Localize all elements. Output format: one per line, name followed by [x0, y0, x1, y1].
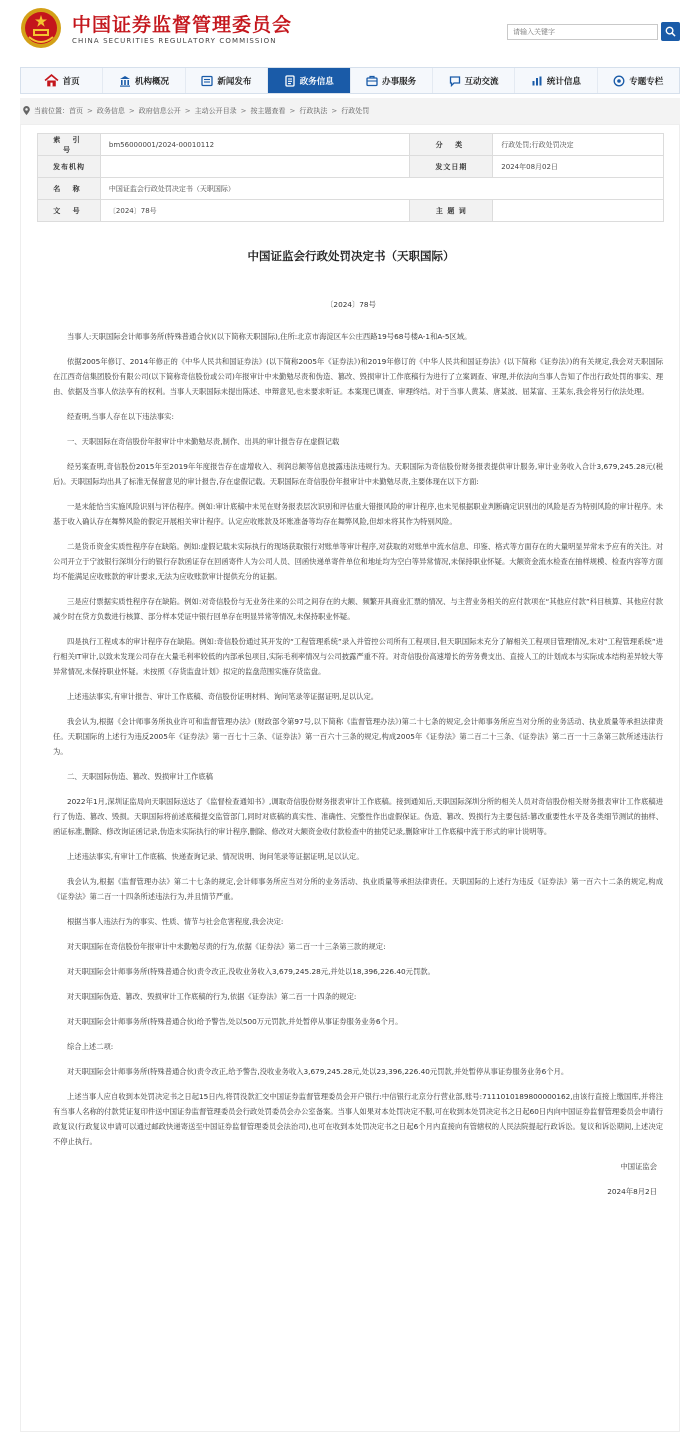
- paragraph: 上述违法事实,有审计报告、审计工作底稿、奇信股份证明材料、询问笔录等证据证明,足以认定。: [67, 692, 379, 701]
- nav-statistics[interactable]: [515, 68, 597, 93]
- nav-news-label: 新闻发布: [217, 76, 252, 87]
- nav-service[interactable]: [351, 68, 433, 93]
- paragraph: 我会认为,根据《监督管理办法》第二十七条的规定,会计师事务所应当对分所的业务活动、执业质量等承担法律责任。天职国际的上述行为违反《证券法》第一百六十二条的规定,构成《证券法》第二百一十四条所述违法行为,并且情节严重。: [53, 877, 663, 901]
- publisher-value: [100, 156, 410, 178]
- nav-government-info-label: 政务信息: [299, 76, 334, 87]
- nav-home[interactable]: [21, 68, 103, 93]
- paragraph: 我会认为,根据《会计师事务所执业许可和监督管理办法》(财政部令第97号,以下简称《监督管理办法》)第二十七条的规定,会计师事务所应当对分所的业务活动、执业质量等承担法律责任。天职国际的上述行为违反2005年《证券法》第一百七十三条、《证券法》第一百六十三条的规定,构成2005年《证券法》第二百二十三条、《证券法》第二百一十三条第三款所述违法行为。: [53, 717, 663, 756]
- name-label: 名 称: [38, 178, 101, 200]
- date-label: 发文日期: [410, 156, 493, 178]
- breadcrumb-government-info[interactable]: 政务信息: [96, 107, 125, 115]
- topic-icon: [613, 75, 625, 87]
- paragraph: 二是货币资金实质性程序存在缺陷。例如:虚假记载未实际执行的现场获取银行对账单等审计程序,对获取的对账单中流水信息、印鉴、格式等方面存在的大量明显异常未予应有的关注。对公司开立于宁波银行深圳分行的银行存款函证存在回函寄件人为公司人员、回函快递单寄件单位和地址均为空白等异常情况,未保持职业怀疑。大额资金流水检查在抽样规模、检查内容等方面均不能满足应收账款的审计要求,无法为应收账款审计提供充分的证据。: [53, 542, 663, 581]
- signature: 中国证监会: [620, 1162, 657, 1171]
- paragraph: 根据当事人违法行为的事实、性质、情节与社会危害程度,我会决定:: [67, 917, 284, 926]
- nav-topic[interactable]: [598, 68, 679, 93]
- location-icon: [22, 106, 31, 116]
- service-icon: [366, 75, 378, 87]
- main-content: [20, 124, 680, 1432]
- main-nav: [20, 67, 680, 94]
- docno-label: 文 号: [38, 200, 101, 222]
- breadcrumb-enforcement[interactable]: 行政执法: [299, 107, 328, 115]
- home-icon: [44, 74, 59, 87]
- search-icon: [665, 26, 676, 37]
- breadcrumb-active-catalog[interactable]: 主动公开目录: [194, 107, 237, 115]
- search-input[interactable]: [507, 24, 658, 40]
- paragraph: 对天职国际会计师事务所(特殊普通合伙)给予警告,处以500万元罚款,并处暂停从事证券服务业务6个月。: [67, 1017, 403, 1026]
- category-label: 分 类: [410, 134, 493, 156]
- paragraph: 四是执行工程成本的审计程序存在缺陷。例如:奇信股份通过其开发的“工程管理系统”录入并管控公司所有工程项目,但天职国际未充分了解相关工程项目管理情况,未对“工程管理系统”进行相关IT审计,以致未发现公司存在大量毛利率较低的内部承包项目,实际毛利率情况与公司披露严重不符。对奇信股份高速增长的劳务费支出、直接人工的计划成本与实际成本结构差异较大等异常情况,未保持职业怀疑。未按照《存货监盘计划》拟定的监盘范围实施存货监盘。: [53, 637, 663, 676]
- paragraph: 2022年1月,深圳证监局向天职国际送达了《监督检查通知书》,调取奇信股份财务报表审计工作底稿。接到通知后,天职国际深圳分所的相关人员对奇信股份相关财务报表审计工作底稿进行了伪造、篡改、毁损。天职国际将前述底稿提交监管部门,同时对底稿的真实性、准确性、完整性作出虚假保证。伪造、篡改、毁损行为主要包括:篡改重要性水平及各类细节测试的抽样、函证标准,删除、修改询证函记录,伪造未实际执行的审计程序,删除、修改对大额资金收付款检查中的抽凭记录,删除审计工作底稿中流于形式的审计说明等。: [53, 797, 663, 836]
- search-button[interactable]: [661, 22, 680, 41]
- breadcrumb-separator: >: [331, 107, 338, 115]
- breadcrumb-prefix: 当前位置：: [34, 107, 69, 115]
- paragraph: 三是应付票据实质性程序存在缺陷。例如:对奇信股份与无业务往来的公司之间存在的大额、频繁开具商业汇票的情况、与主营业务相关的应付款项在“其他应付款”科目核算、其他应付款减少时在贷方负数进行核算、部分样本凭证中银行回单存在明显异常等情况,未保持职业怀疑。: [53, 597, 663, 621]
- index-label: 索 引 号: [38, 134, 101, 156]
- paragraph: 对天职国际在奇信股份年报审计中未勤勉尽责的行为,依据《证券法》第二百一十三条第三款的规定:: [67, 942, 386, 951]
- nav-institution-label: 机构概况: [135, 76, 170, 87]
- nav-interaction-label: 互动交流: [464, 76, 499, 87]
- breadcrumb: [20, 98, 680, 124]
- institution-icon: [119, 75, 131, 87]
- section-heading: 二、天职国际伪造、篡改、毁损审计工作底稿: [67, 772, 213, 781]
- breadcrumb-by-topic[interactable]: 按主题查看: [250, 107, 286, 115]
- nav-topic-label: 专题专栏: [629, 76, 664, 87]
- breadcrumb-disclosure[interactable]: 政府信息公开: [138, 107, 181, 115]
- breadcrumb-separator: >: [184, 107, 191, 115]
- paragraph: 对天职国际会计师事务所(特殊普通合伙)责令改正,没收业务收入3,679,245.28元,并处以18,396,226.40元罚款。: [67, 967, 435, 976]
- paragraph: 对天职国际伪造、篡改、毁损审计工作底稿的行为,依据《证券法》第二百一十四条的规定:: [67, 992, 357, 1001]
- keywords-value: [493, 200, 664, 222]
- index-value: bm56000001/2024-00010112: [100, 134, 410, 156]
- document-number: 〔2024〕78号: [326, 300, 376, 309]
- paragraph: 上述违法事实,有审计工作底稿、快递查询记录、情况说明、询问笔录等证据证明,足以认定。: [67, 852, 364, 861]
- paragraph: 对天职国际会计师事务所(特殊普通合伙)责令改正,给予警告,没收业务收入3,679,245.28元,处以23,396,226.40元罚款,并处暂停从事证券服务业务6个月。: [67, 1067, 569, 1076]
- keywords-label: 主 题 词: [410, 200, 493, 222]
- site-subtitle: CHINA SECURITIES REGULATORY COMMISSION: [72, 37, 277, 45]
- document-meta-table: [37, 133, 664, 222]
- news-icon: [201, 75, 213, 87]
- breadcrumb-home[interactable]: 首页: [69, 107, 83, 115]
- section-heading: 一、天职国际在奇信股份年报审计中未勤勉尽责,制作、出具的审计报告存在虚假记载: [67, 437, 340, 446]
- nav-home-label: 首页: [62, 76, 80, 87]
- paragraph: 经另案查明,奇信股份2015年至2019年年度报告存在虚增收入、利润总额等信息披露违法违规行为。天职国际为奇信股份财务报表提供审计服务,审计业务收入合计3,679,245.28元(税后)。天职国际均出具了标准无保留意见的审计报告,存在虚假记载。天职国际在奇信股份年报审计中未勤勉尽责,主要体现在以下方面:: [53, 462, 663, 486]
- paragraph: 当事人:天职国际会计师事务所(特殊普通合伙)(以下简称天职国际),住所:北京市海淀区车公庄西路19号68号楼A-1和A-5区域。: [67, 332, 472, 341]
- nav-news[interactable]: [186, 68, 268, 93]
- nav-service-label: 办事服务: [382, 76, 417, 87]
- site-header: [0, 0, 700, 62]
- breadcrumb-separator: >: [240, 107, 247, 115]
- name-value: 中国证监会行政处罚决定书（天职国际）: [100, 178, 663, 200]
- breadcrumb-separator: >: [289, 107, 296, 115]
- sign-date: 2024年8月2日: [607, 1187, 657, 1196]
- document-body: [53, 329, 663, 1209]
- nav-statistics-label: 统计信息: [546, 76, 581, 87]
- breadcrumb-separator: >: [128, 107, 135, 115]
- paragraph: 依据2005年修订、2014年修正的《中华人民共和国证券法》(以下简称2005年《证券法》)和2019年修订的《中华人民共和国证券法》(以下简称《证券法》)的有关规定,我会对天职国际在江西奇信集团股份有限公司(以下简称奇信股份或公司)年报审计中未勤勉尽责和伪造、篡改、毁损审计工作底稿行为进行了立案调查、审理,并依法向当事人告知了作出行政处罚的事实、理由、依据及当事人依法享有的权利。当事人天职国际未提出陈述、申辩意见,也未要求听证。本案现已调查、审理终结。对于当事人黄某、唐某波、屈某富、王某东,我会将另行依法处理。: [53, 357, 663, 396]
- category-value: 行政处罚;行政处罚决定: [493, 134, 664, 156]
- paragraph: 经查明,当事人存在以下违法事实:: [67, 412, 174, 421]
- docno-value: 〔2024〕78号: [100, 200, 410, 222]
- breadcrumb-penalty[interactable]: 行政处罚: [341, 107, 370, 115]
- paragraph: 一是未能恰当实施风险识别与评估程序。例如:审计底稿中未见在财务报表层次识别和评估重大错报风险的审计程序,也未见根据职业判断确定识别出的风险是否为特别风险的审计程序。未基于收入确认存在舞弊风险的假定开展相关审计程序。认定应收账款及坏账准备等均存在舞弊风险,但却未将其作为特别风险。: [53, 502, 663, 526]
- paragraph: 综合上述二项:: [67, 1042, 114, 1051]
- national-emblem-icon: [20, 7, 62, 49]
- government-info-icon: [284, 75, 296, 87]
- document-title: 中国证监会行政处罚决定书（天职国际）: [247, 249, 455, 263]
- nav-government-info[interactable]: [268, 68, 350, 93]
- breadcrumb-separator: >: [87, 107, 93, 115]
- nav-institution[interactable]: [103, 68, 185, 93]
- date-value: 2024年08月02日: [493, 156, 664, 178]
- chat-icon: [449, 75, 461, 87]
- publisher-label: 发布机构: [38, 156, 101, 178]
- paragraph: 上述当事人应自收到本处罚决定书之日起15日内,将罚没款汇交中国证券监督管理委员会开户银行:中信银行北京分行营业部,账号:7111010189800000162,由该行直接上缴国库,并将注有当事人名称的付款凭证复印件送中国证券监督管理委员会行政处罚委员会办公室备案。当事人如果对本处罚决定不服,可在收到本处罚决定书之日起60日内向中国证券监督管理委员会申请行政复议(行政复议申请可以通过邮政快递寄送至中国证券监督管理委员会法治司),也可在收到本处罚决定书之日起6个月内直接向有管辖权的人民法院提起行政诉讼。复议和诉讼期间,上述决定不停止执行。: [53, 1092, 663, 1146]
- site-title[interactable]: 中国证券监督管理委员会: [72, 14, 293, 36]
- statistics-icon: [531, 75, 543, 87]
- nav-interaction[interactable]: [433, 68, 515, 93]
